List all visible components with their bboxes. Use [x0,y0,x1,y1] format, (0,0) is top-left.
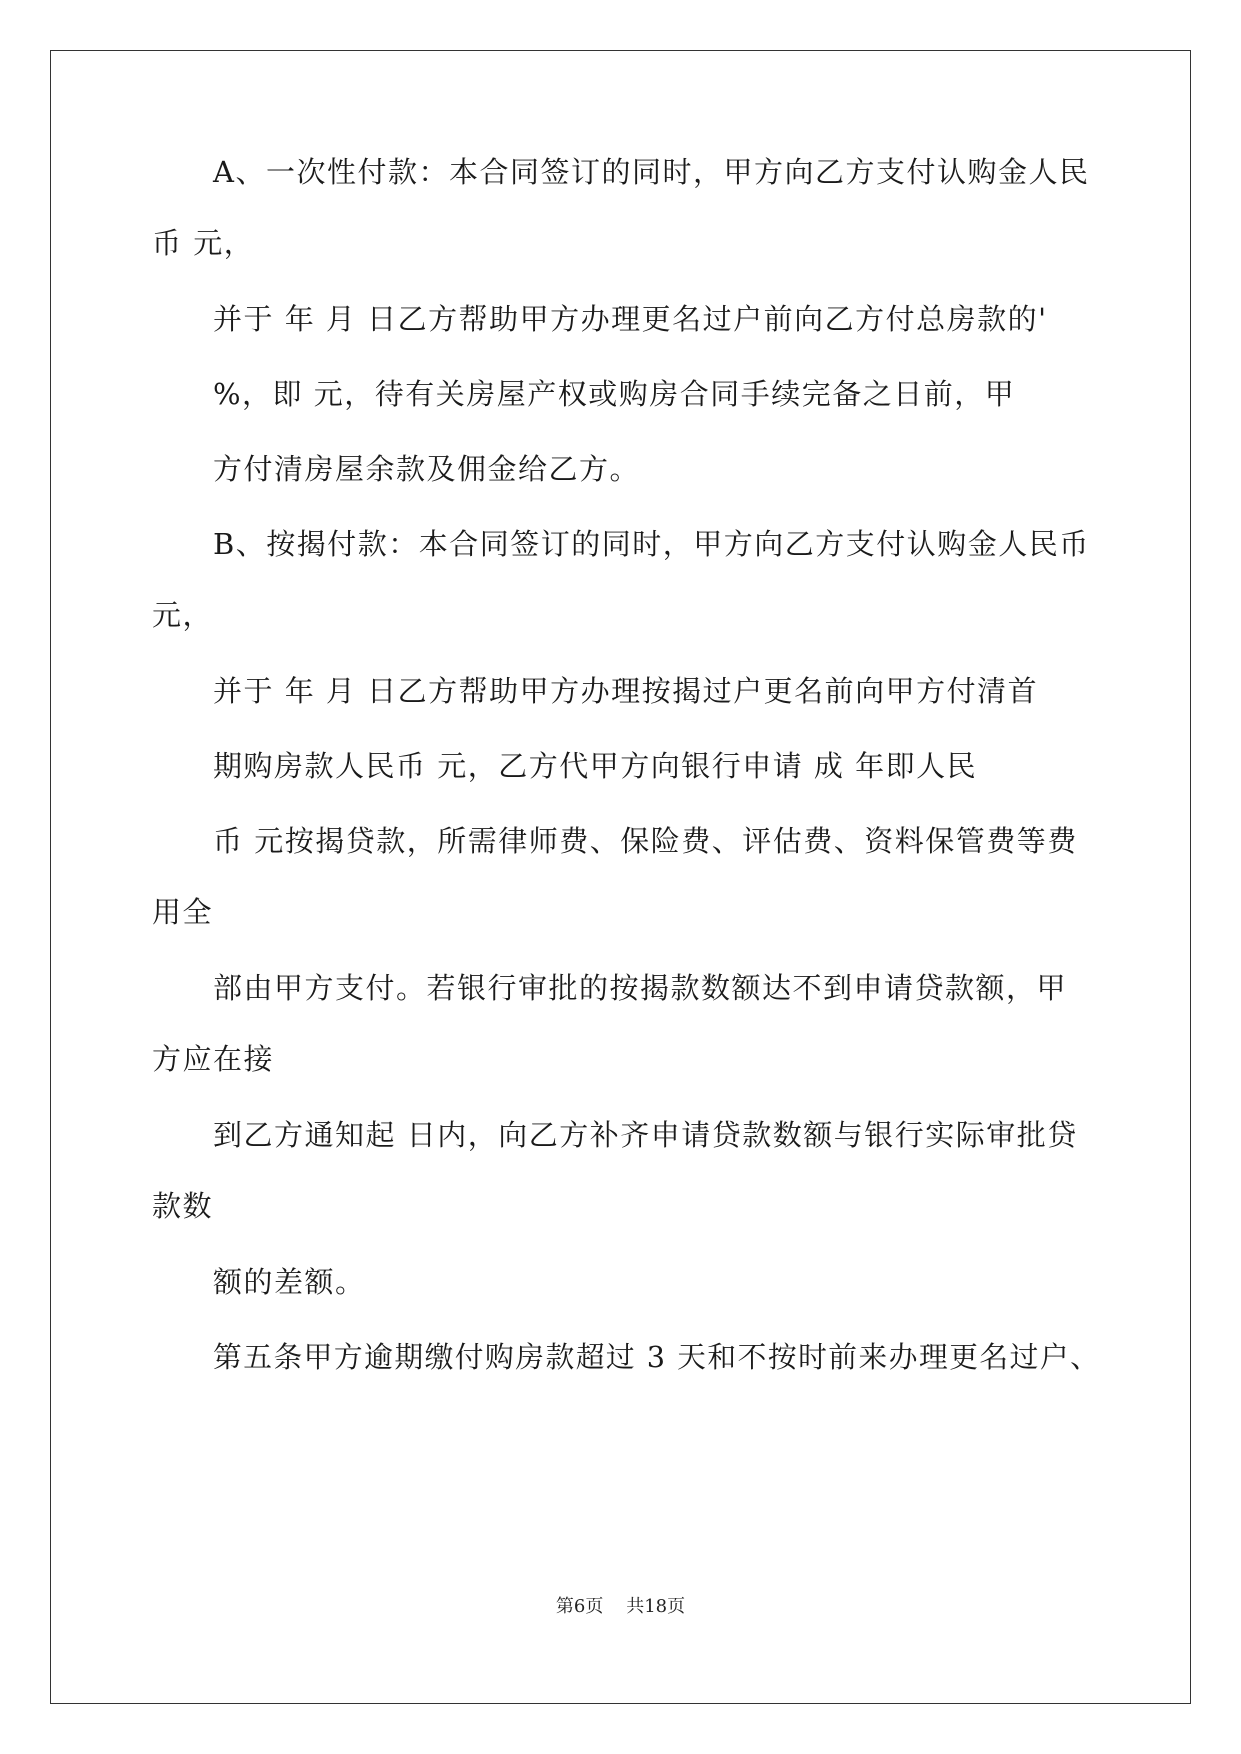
paragraph-line: 额的差额。 [213,1265,366,1299]
paragraph-line: 到乙方通知起 日内，向乙方补齐申请贷款数额与银行实际审批贷 [213,1118,1078,1152]
paragraph-line: 方应在接 [152,1042,275,1076]
paragraph-line: 并于 年 月 日乙方帮助甲方办理按揭过户更名前向甲方付清首 [213,674,1039,708]
page-footer [0,1598,1241,1616]
page-prefix: 第 [555,1596,574,1617]
page-number: 6 [573,1596,586,1617]
paragraph-line: 款数 [152,1189,214,1223]
paragraph-line: %，即 元，待有关房屋产权或购房合同手续完备之日前，甲 [213,377,1016,411]
paragraph-line: 币 元， [152,226,255,260]
paragraph-line: A、一次性付款：本合同签订的同时，甲方向乙方支付认购金人民 [213,155,1090,189]
paragraph-line: 期购房款人民币 元，乙方代甲方向银行申请 成 年即人民 [213,749,978,783]
total-pages: 18 [644,1596,668,1617]
total-suffix: 页 [667,1596,686,1617]
paragraph-line: 方付清房屋余款及佣金给乙方。 [213,452,641,486]
paragraph-line: 第五条甲方逾期缴付购房款超过 3 天和不按时前来办理更名过户、 [213,1340,1101,1374]
page-border [50,50,1191,1704]
paragraph-line: 币 元按揭贷款，所需律师费、保险费、评估费、资料保管费等费 [213,824,1078,858]
paragraph-line: B、按揭付款：本合同签订的同时，甲方向乙方支付认购金人民币 [213,527,1090,561]
paragraph-line: 并于 年 月 日乙方帮助甲方办理更名过户前向乙方付总房款的' [213,302,1048,336]
page-suffix: 页 [585,1596,604,1617]
total-prefix: 共 [626,1596,645,1617]
paragraph-line: 用全 [152,895,214,929]
paragraph-line: 元， [152,598,214,632]
paragraph-line: 部由甲方支付。若银行审批的按揭款数额达不到申请贷款额，甲 [213,971,1068,1005]
